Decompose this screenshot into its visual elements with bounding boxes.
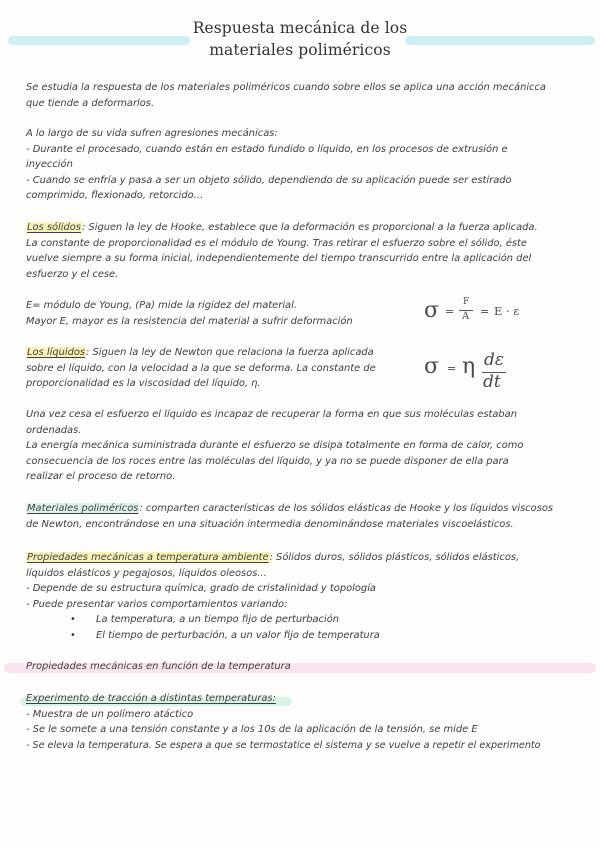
hooke-denominator: A (462, 311, 470, 322)
intro-line-1: Se estudia la respuesta de los materiales poliméricos cuando sobre ellos se aplica una acción mecánicca (26, 82, 546, 93)
liquids-line-1-text: : Siguen la ley de Newton que relaciona la fuerza aplicada (86, 347, 374, 358)
liquids-line-3: proporcionalidad es la viscosidad del líquido, η. (26, 378, 261, 390)
polymers-block (26, 501, 574, 532)
liquid-recovery-line-5: realizar el proceso de retorno. (26, 471, 176, 483)
room-temp-item-1: - Depende de su estructura química, grado de cristalinidad y topología (26, 583, 376, 595)
newton-eta: η (462, 354, 476, 379)
aggressions-heading: A lo largo de su vida sufren agresiones mecánicas: (26, 128, 278, 139)
solids-label: Los sólidos (27, 222, 81, 233)
experiment-label: Experimento de tracción a distintas temperaturas: (26, 693, 276, 704)
liquid-recovery-line-2: ordenadas. (26, 424, 82, 436)
aggressions-block (26, 126, 574, 204)
hooke-equals-1: = (445, 305, 455, 318)
newton-formula (424, 350, 534, 394)
polymers-line-2: de Newton, encontrándose en una situación intermedia denominándose materiales viscoelásticos. (26, 518, 514, 530)
room-temp-block (26, 550, 574, 644)
room-temp-bullet-2 (26, 628, 574, 644)
liquid-recovery-line-4: consecuencia de los roces entre las moléculas del líquido, y ya no se puede disponer de ella para (26, 455, 509, 467)
hooke-rhs: E · ε (494, 304, 520, 318)
hooke-formula (424, 296, 554, 330)
liquids-block (26, 345, 406, 392)
bullet-dot: • (70, 629, 76, 641)
solids-line-1 (26, 220, 574, 236)
hooke-sigma: σ (424, 298, 440, 323)
liquids-label: Los líquidos (27, 347, 86, 358)
experiment-item-2: - Se le somete a una tensión constante y a los 10s de la aplicación de la tensión, se mide E (26, 724, 478, 736)
bullet-2-text: El tiempo de perturbación, a un valor fijo de temperatura (96, 629, 380, 641)
young-block (26, 298, 406, 329)
liquid-recovery-line-3: La energía mecánica suministrada durante el esfuerzo se disipa totalmente en forma de calor, como (26, 440, 524, 452)
solids-line-4: esfuerzo y el cese. (26, 268, 119, 280)
room-temp-line-1 (26, 550, 574, 566)
title-line-1: Respuesta mecánica de los (192, 19, 408, 37)
experiment-label-line (26, 691, 586, 707)
solids-line-3: vuelve siempre a su forma inicial, independientemente del tiempo transcurrido entre la aplicación del (26, 253, 532, 265)
intro-paragraph (26, 80, 574, 111)
section-temperature-title: Propiedades mecánicas en función de la temperatura (26, 661, 291, 672)
room-temp-label: Propiedades mecánicas a temperatura ambiente (27, 552, 269, 563)
newton-equals: = (447, 362, 457, 375)
solids-line-2: La constante de proporcionalidad es el módulo de Young. Tras retirar el esfuerzo sobre el sólido, éste (26, 237, 528, 249)
title-line-2: materiales poliméricos (209, 41, 391, 59)
young-line-2: Mayor E, mayor es la resistencia del material a sufrir deformación (26, 315, 353, 327)
intro-line-2: que tiende a deformarlos. (26, 97, 155, 109)
solids-line-1-text: : Siguen la ley de Hooke, establece que la deformación es proporcional a la fuerza aplicada. (81, 222, 538, 233)
aggressions-item-1-line-1: - Durante el procesado, cuando están en estado fundido o líquido, en los procesos de extrusión e (26, 143, 508, 155)
liquid-recovery-line-1: Una vez cesa el esfuerzo el líquido es incapaz de recuperar la forma en que sus moléculas estaban (26, 409, 517, 420)
experiment-item-1: - Muestra de un polímero atáctico (26, 708, 194, 720)
room-temp-line-1-text: : Sólidos duros, sólidos plásticos, sólidos elásticos, (269, 552, 520, 563)
bullet-1-text: La temperatura, a un tiempo fijo de perturbación (96, 614, 340, 626)
aggressions-item-2-line-1: - Cuando se enfría y pasa a ser un objeto sólido, dependiendo de su aplicación puede ser estirado (26, 174, 512, 186)
liquid-recovery-block (26, 407, 574, 485)
polymers-line-1 (26, 501, 574, 517)
room-temp-bullet-1 (26, 612, 574, 628)
polymers-line-1-text: : comparten características de los sólidos elásticas de Hooke y los líquidos viscosos (139, 503, 554, 514)
liquids-line-2: sobre el líquido, con la velocidad a la que se deforma. La constante de (26, 362, 376, 374)
experiment-block (26, 691, 586, 753)
page-title (0, 17, 600, 61)
newton-sigma: σ (424, 354, 440, 379)
newton-denominator: dt (483, 372, 501, 392)
newton-numerator: dε (484, 350, 505, 370)
experiment-item-3: - Se eleva la temperatura. Se espera a que se termostatice el sistema y se vuelve a repetir el experimento (26, 739, 541, 751)
bullet-dot: • (70, 614, 76, 626)
aggressions-item-1-line-2: inyección (26, 159, 73, 171)
room-temp-item-2: - Puede presentar varios comportamientos variando: (26, 598, 288, 610)
hooke-equals-2: = (480, 305, 490, 318)
aggressions-item-2-line-2: comprimido, flexionado, retorcido... (26, 190, 204, 202)
solids-block (26, 220, 574, 282)
room-temp-line-2: líquidos elásticos y pegajosos, líquidos oleosos... (26, 567, 267, 579)
young-line-1: E= módulo de Young, (Pa) mide la rigidez del material. (26, 300, 297, 311)
hooke-numerator: F (463, 297, 470, 307)
liquids-line-1 (26, 345, 406, 361)
polymers-label: Materiales poliméricos (27, 503, 139, 514)
section-temperature-heading (26, 659, 574, 675)
